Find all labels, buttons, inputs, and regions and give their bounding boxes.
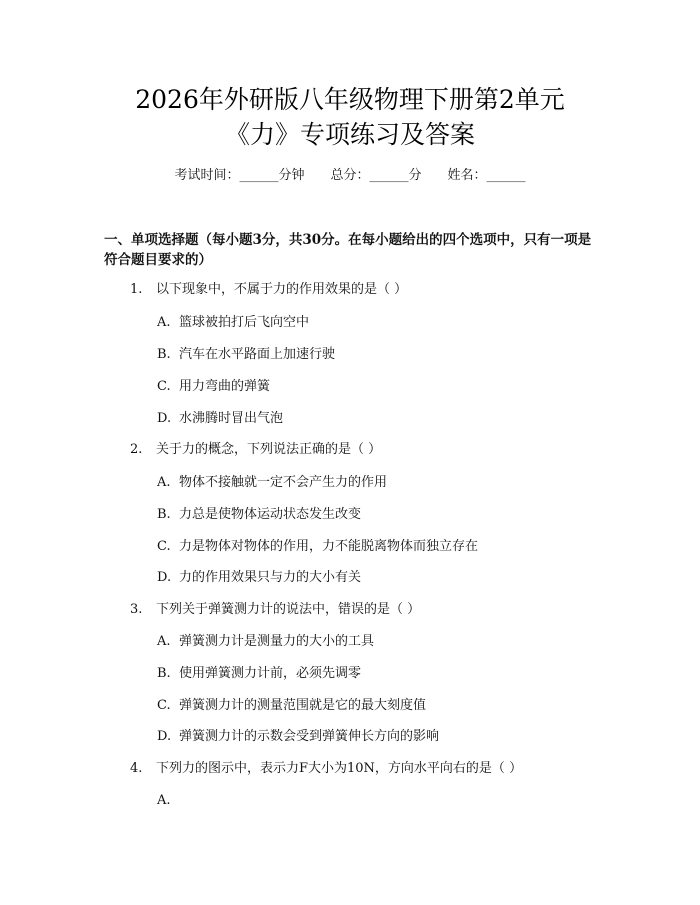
option-text: 力是物体对物体的作用，力不能脱离物体而独立存在: [179, 539, 479, 554]
option-letter: C.: [157, 539, 171, 554]
question-number: 4.: [130, 761, 143, 776]
question-number: 2.: [130, 442, 143, 457]
question-number: 3.: [130, 602, 143, 617]
option-text: 汽车在水平路面上加速行驶: [179, 347, 336, 362]
question-1-option-a: [157, 313, 309, 333]
question-number: 1.: [130, 282, 143, 297]
option-letter: B.: [157, 666, 171, 681]
option-text: 篮球被拍打后飞向空中: [179, 315, 310, 330]
question-1-option-d: [157, 409, 283, 429]
option-text: 弹簧测力计是测量力的大小的工具: [179, 634, 375, 649]
option-letter: B.: [157, 347, 171, 362]
option-letter: A.: [157, 793, 171, 808]
section-1-heading: 一、单项选择题（每小题3分，共30分。在每小题给出的四个选项中，只有一项是符合题目要求的）: [104, 232, 592, 268]
option-letter: C.: [157, 698, 171, 713]
option-text: 使用弹簧测力计前，必须先调零: [179, 666, 362, 681]
question-2-option-b: [157, 505, 361, 525]
question-2-option-c: [157, 537, 478, 557]
question-3-option-b: [157, 664, 361, 684]
question-3-option-d: [157, 727, 439, 747]
name-field: 姓名：______: [447, 168, 526, 183]
option-letter: C.: [157, 379, 171, 394]
total-score-field: 总分：______分: [330, 168, 422, 183]
option-letter: D.: [157, 570, 172, 585]
question-text: 下列关于弹簧测力计的说法中，错误的是（ ）: [156, 602, 421, 617]
question-3: [130, 600, 420, 620]
question-2: [130, 440, 381, 460]
option-letter: A.: [157, 315, 171, 330]
option-letter: D.: [157, 729, 172, 744]
question-text: 关于力的概念，下列说法正确的是（ ）: [156, 442, 382, 457]
document-title-line-2: 《力》专项练习及答案: [224, 120, 475, 149]
question-2-option-a: [157, 473, 387, 493]
question-text: 以下现象中，不属于力的作用效果的是（ ）: [156, 282, 408, 297]
question-2-option-d: [157, 568, 361, 588]
option-text: 弹簧测力计的示数会受到弹簧伸长方向的影响: [179, 729, 440, 744]
question-4: [130, 759, 522, 779]
question-1: [130, 280, 407, 300]
question-3-option-c: [157, 696, 426, 716]
option-text: 水沸腾时冒出气泡: [179, 411, 284, 426]
question-1-option-b: [157, 345, 335, 365]
question-4-option-a: [157, 791, 179, 811]
option-letter: D.: [157, 411, 172, 426]
option-letter: B.: [157, 507, 171, 522]
question-text: 下列力的图示中，表示力F大小为10N，方向水平向右的是（ ）: [156, 761, 523, 776]
exam-info-line: [0, 166, 700, 186]
option-text: 弹簧测力计的测量范围就是它的最大刻度值: [179, 698, 427, 713]
question-3-option-a: [157, 632, 374, 652]
option-text: 物体不接触就一定不会产生力的作用: [179, 475, 388, 490]
option-text: 用力弯曲的弹簧: [179, 379, 271, 394]
exam-time-field: 考试时间：______分钟: [174, 168, 305, 183]
option-text: 力的作用效果只与力的大小有关: [179, 570, 362, 585]
option-text: 力总是使物体运动状态发生改变: [179, 507, 362, 522]
document-title-line-1: 2026年外研版八年级物理下册第2单元: [135, 85, 565, 114]
option-letter: A.: [157, 475, 171, 490]
question-1-option-c: [157, 377, 270, 397]
option-letter: A.: [157, 634, 171, 649]
